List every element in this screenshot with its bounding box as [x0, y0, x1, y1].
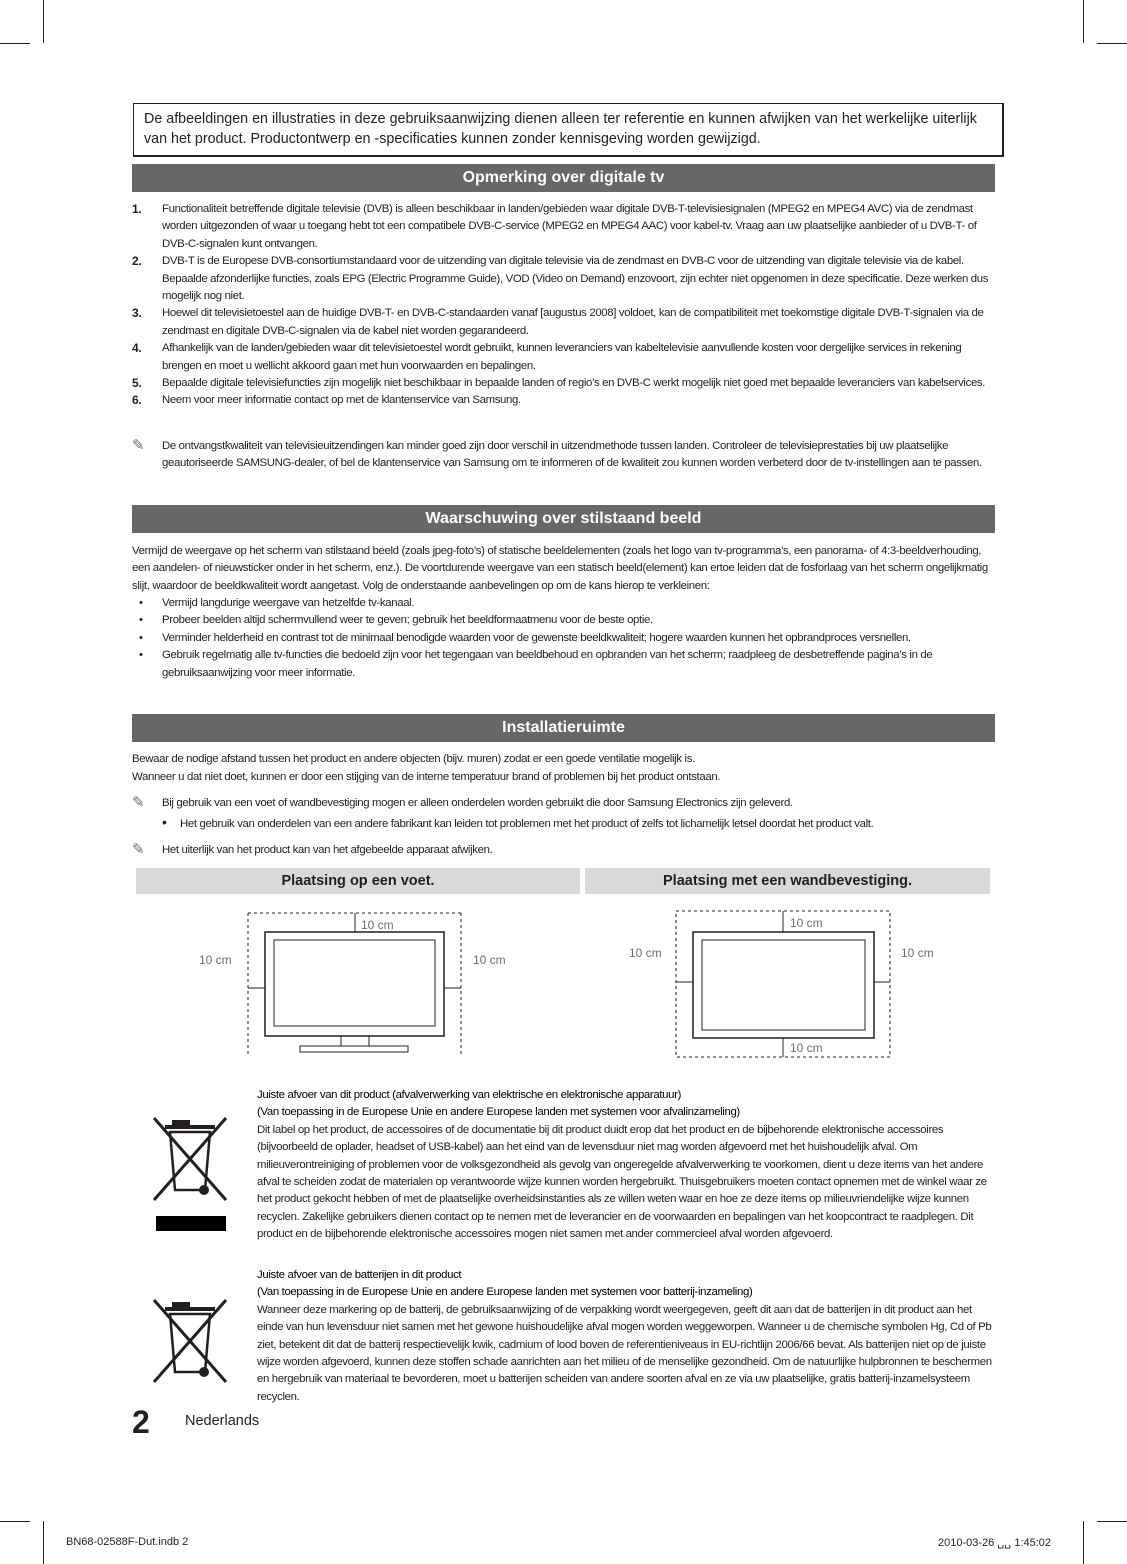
crossed-bin-icon	[148, 1110, 233, 1205]
stand-top-label: 10 cm	[361, 918, 394, 932]
item-text: Afhankelijk van de landen/gebieden waar dit televisietoestel wordt gebruikt, kunnen leveranciers van kabeltelevisie aanvullende kosten voor dergelijke services in rekening brengen en moet u wellicht akkoord gaan met hun voorwaarden en bepalingen.	[162, 342, 962, 372]
crossed-bin-icon	[148, 1292, 233, 1387]
note-text: Het uiterlijk van het product kan van het afgebeelde apparaat afwijken.	[162, 844, 493, 856]
bullet-text: Gebruik regelmatig alle tv-functies die bedoeld zijn voor het tegengaan van beeldbehoud en opbranden van het scherm; raadpleeg de desbetreffende pagina’s in de gebruiksaanwijzing voor meer informatie.	[162, 649, 933, 679]
bullet-text: Het gebruik van onderdelen van een andere fabrikant kan leiden tot problemen met het product of zelfs tot lichamelijk letsel doordat het product valt.	[180, 818, 874, 830]
install-subbullet: • Het gebruik van onderdelen van een andere fabrikant kan leiden tot problemen met het product of zelfs tot lichamelijk letsel doordat het product valt.	[162, 814, 874, 830]
list-item	[132, 392, 994, 409]
stand-right-label: 10 cm	[473, 953, 506, 967]
intro-disclaimer: De afbeeldingen en illustraties in deze gebruiksaanwijzing dienen alleen ter referentie en kunnen afwijken van het werkelijke uiterlijk van het product. Productontwerp en -specificaties kunnen zonder kennisgeving worden gewijzigd.	[133, 103, 1004, 157]
stand-placement-header: Plaatsing op een voet.	[136, 868, 580, 894]
list-item: • Verminder helderheid en contrast tot de minimaal benodigde waarden voor de gewenste beeldkwaliteit; hogere waarden kunnen het opbrandproces versnellen.	[139, 631, 911, 644]
wall-bottom-label: 10 cm	[790, 1041, 823, 1055]
tv-screen	[274, 940, 435, 1026]
list-item	[132, 340, 994, 375]
list-item: • Vermijd langdurige weergave van hetzelfde tv-kanaal.	[139, 597, 415, 609]
bullet-text: Verminder helderheid en contrast tot de minimaal benodigde waarden voor de gewenste beeldkwaliteit; hogere waarden kunnen het opbrandproces versnellen.	[162, 631, 911, 644]
item-number: 6.	[132, 393, 142, 408]
list-item	[132, 201, 994, 253]
item-number: 2.	[132, 254, 142, 269]
item-text: Functionaliteit betreffende digitale televisie (DVB) is alleen beschikbaar in landen/gebieden waar digitale DVB-T-televisiesignalen (MPEG2 en MPEG4 AVC) via de zendmast worden uitgezonden of waar u toegang hebt tot een compatibele DVB-C-service (MPEG2 en MPEG4 AAC) voor kabel-tv. Vraag aan uw plaatselijke aanbieder of u DVB-T- of DVB-C-signalen kunt ontvangen.	[162, 203, 977, 250]
crop-mark	[1083, 0, 1084, 43]
weee-heading: Juiste afvoer van dit product (afvalverwerking van elektrische en elektronische apparatuur)	[257, 1089, 682, 1101]
bullet-text: Vermijd langdurige weergave van hetzelfde tv-kanaal.	[162, 597, 415, 609]
tv-outline	[265, 932, 444, 1036]
crop-mark	[1083, 1521, 1084, 1564]
item-number: 5.	[132, 376, 142, 391]
tv-stand-neck	[341, 1036, 369, 1046]
weee-section	[257, 1087, 993, 1244]
install-line-1: Bewaar de nodige afstand tussen het product en andere objecten (bijv. muren) zodat er een goede ventilatie mogelijk is.	[132, 753, 695, 765]
weee-body: Dit label op het product, de accessoires of de documentatie bij dit product duidt erop dat het product en de bijbehorende elektronische accessoires (bijvoorbeeld de oplader, headset of USB-kabel) aan het eind van de levensduur niet mag worden afgevoerd met het huishoudelijk afval. Om milieuverontreiniging of problemen voor de volksgezondheid als gevolg van ongeregelde afvalverwerking te voorkomen, dient u deze items van het andere afval te scheiden zodat de materialen op verantwoorde wijze kunnen worden hergebruikt. Thuisgebruikers moeten contact opnemen met de winkel waar ze het product gekocht hebben of met de plaatselijke overheidsinstanties als ze willen weten waar en hoe ze deze items op milieuvriendelijke wijze kunnen recyclen. Zakelijke gebruikers dienen contact op te nemen met de leverancier en de voorwaarden en bepalingen van het koopcontract te raadplegen. Dit product en de bijbehorende elektronische accessoires mogen niet samen met ander commercieel afval worden afgevoerd.	[257, 1123, 987, 1241]
item-text: Bepaalde digitale televisiefuncties zijn mogelijk niet beschikbaar in bepaalde landen of regio’s en DVB-C werkt mogelijk niet goed met bepaalde leveranciers van kabelservices.	[162, 377, 986, 390]
crop-mark	[0, 1521, 30, 1522]
digital-tv-list	[132, 201, 994, 410]
list-item: • Probeer beelden altijd schermvullend weer te geven; gebruik het beeldformaatmenu voor de beste optie.	[139, 614, 653, 627]
clearance-box	[676, 911, 890, 1057]
wall-left-label: 10 cm	[629, 946, 662, 960]
install-note-2	[132, 842, 994, 859]
section-title-digital-tv: Opmerking over digitale tv	[132, 164, 995, 192]
page-number: 2	[132, 1404, 150, 1440]
note-text: De ontvangstkwaliteit van televisieuitzendingen kan minder goed zijn door verschil in uitzendmethode tussen landen. Controleer de televisieprestaties bij uw plaatselijke geautoriseerde SAMSUNG-dealer, of bel de klantenservice van Samsung om te informeren of de kwaliteit zou kunnen worden verbeterd door de tv-instellingen aan te passen.	[162, 440, 982, 470]
wall-placement-header: Plaatsing met een wandbevestiging.	[585, 868, 990, 894]
item-text: Hoewel dit televisietoestel aan de huidige DVB-T- en DVB-C-standaarden vanaf [augustus 2008] voldoet, kan de compatibiliteit met toekomstige digitale DVB-T-signalen via de zendmast en digitale DVB-C-signalen via de kabel niet worden gegarandeerd.	[162, 307, 984, 337]
item-text: Neem voor meer informatie contact op met de klantenservice van Samsung.	[162, 394, 521, 407]
stand-left-label: 10 cm	[199, 953, 232, 967]
weee-subheading: (Van toepassing in de Europese Unie en andere Europese landen met systemen voor afvalinzameling)	[257, 1106, 740, 1119]
install-note-1	[132, 795, 994, 812]
item-number: 1.	[132, 202, 142, 216]
list-item	[132, 305, 994, 340]
page-language: Nederlands	[185, 1413, 260, 1429]
tv-stand-base	[300, 1046, 408, 1052]
list-item	[132, 375, 994, 392]
pencil-note-icon: ✎	[132, 841, 145, 858]
pencil-note-icon: ✎	[132, 794, 145, 811]
digital-tv-note	[132, 438, 994, 473]
list-item	[132, 253, 994, 305]
install-line-2: Wanneer u dat niet doet, kunnen er door een stijging van de interne temperatuur brand of problemen bij het product ontstaan.	[132, 771, 721, 783]
tv-screen	[702, 940, 865, 1030]
print-footer-file: BN68-02588F-Dut.indb 2	[66, 1536, 189, 1548]
crop-mark	[1097, 1521, 1127, 1522]
tv-outline	[693, 932, 874, 1038]
item-text: DVB-T is de Europese DVB-consortiumstandaard voor de uitzending van digitale televisie via de zendmast en DVB-C voor de uitzending van digitale televisie via de kabel. Bepaalde afzonderlijke functies, zoals EPG (Electric Programme Guide), VOD (Video on Demand) enzovoort, zijn echter niet opgenomen in deze specificatie. Deze werken dus mogelijk nog niet.	[162, 255, 989, 303]
section-title-installation: Installatieruimte	[132, 714, 995, 742]
pencil-note-icon: ✎	[132, 437, 145, 454]
item-number: 3.	[132, 306, 142, 321]
weee-black-bar	[156, 1216, 226, 1231]
battery-section	[257, 1267, 993, 1406]
list-item: • Gebruik regelmatig alle tv-functies die bedoeld zijn voor het tegengaan van beeldbehoud en opbranden van het scherm; raadpleeg de desbetreffende pagina’s in de gebruiksaanwijzing voor meer informatie.	[139, 649, 933, 679]
battery-body: Wanneer deze markering op de batterij, de gebruiksaanwijzing of de verpakking wordt weergegeven, geeft dit aan dat de batterijen in dit product aan het einde van hun levensduur niet samen met het gewone huishoudelijke afval mogen worden weggeworpen. Wanneer u de chemische symbolen Hg, Cd of Pb ziet, betekent dit dat de batterij respectievelijk kwik, cadmium of lood boven de referentieniveaus in EU-richtlijn 2006/66 bevat. Als batterijen niet op de juiste wijze worden afgevoerd, kunnen deze stoffen schade aanrichten aan het milieu of de menselijke gezondheid. Om de natuurlijke hulpbronnen te beschermen en hergebruik van materiaal te bevorderen, moet u batterijen scheiden van andere soorten afval en ze via uw plaatselijke, gratis batterij-inzamelsysteem recyclen.	[257, 1303, 992, 1403]
crop-mark	[43, 0, 44, 43]
section-title-still-image: Waarschuwing over stilstaand beeld	[132, 505, 995, 533]
still-intro: Vermijd de weergave op het scherm van stilstaand beeld (zoals jpeg-foto’s) of statische beeldelementen (zoals het logo van tv-programma’s, een panorama- of 4:3-beeldverhouding, een aandelen- of nieuwsticker onder in het scherm, enz.). De voortdurende weergave van een statisch beeld(element) kan ertoe leiden dat de fosforlaag van het scherm ongelijkmatig slijt, waardoor de beeldkwaliteit wordt aangetast. Volg de onderstaande aanbevelingen op om de kans hierop te verkleinen:	[132, 545, 988, 592]
wall-top-label: 10 cm	[790, 916, 823, 930]
wall-right-label: 10 cm	[901, 946, 934, 960]
crop-mark	[43, 1521, 44, 1564]
stand-clearance-diagram	[185, 900, 506, 1060]
note-text: Bij gebruik van een voet of wandbevestiging mogen er alleen onderdelen worden gebruikt die door Samsung Electronics zijn geleverd.	[162, 797, 793, 809]
battery-subheading: (Van toepassing in de Europese Unie en andere Europese landen met systemen voor batterij-inzameling)	[257, 1286, 753, 1299]
print-footer-timestamp: 2010-03-26 ␣␣ 1:45:02	[938, 1537, 1052, 1549]
battery-heading: Juiste afvoer van de batterijen in dit product	[257, 1269, 462, 1281]
crop-mark	[1097, 43, 1127, 44]
item-number: 4.	[132, 341, 142, 356]
wall-clearance-diagram	[620, 900, 950, 1065]
crop-mark	[0, 43, 30, 44]
still-bullets	[132, 595, 994, 682]
bullet-text: Probeer beelden altijd schermvullend weer te geven; gebruik het beeldformaatmenu voor de beste optie.	[162, 614, 653, 627]
